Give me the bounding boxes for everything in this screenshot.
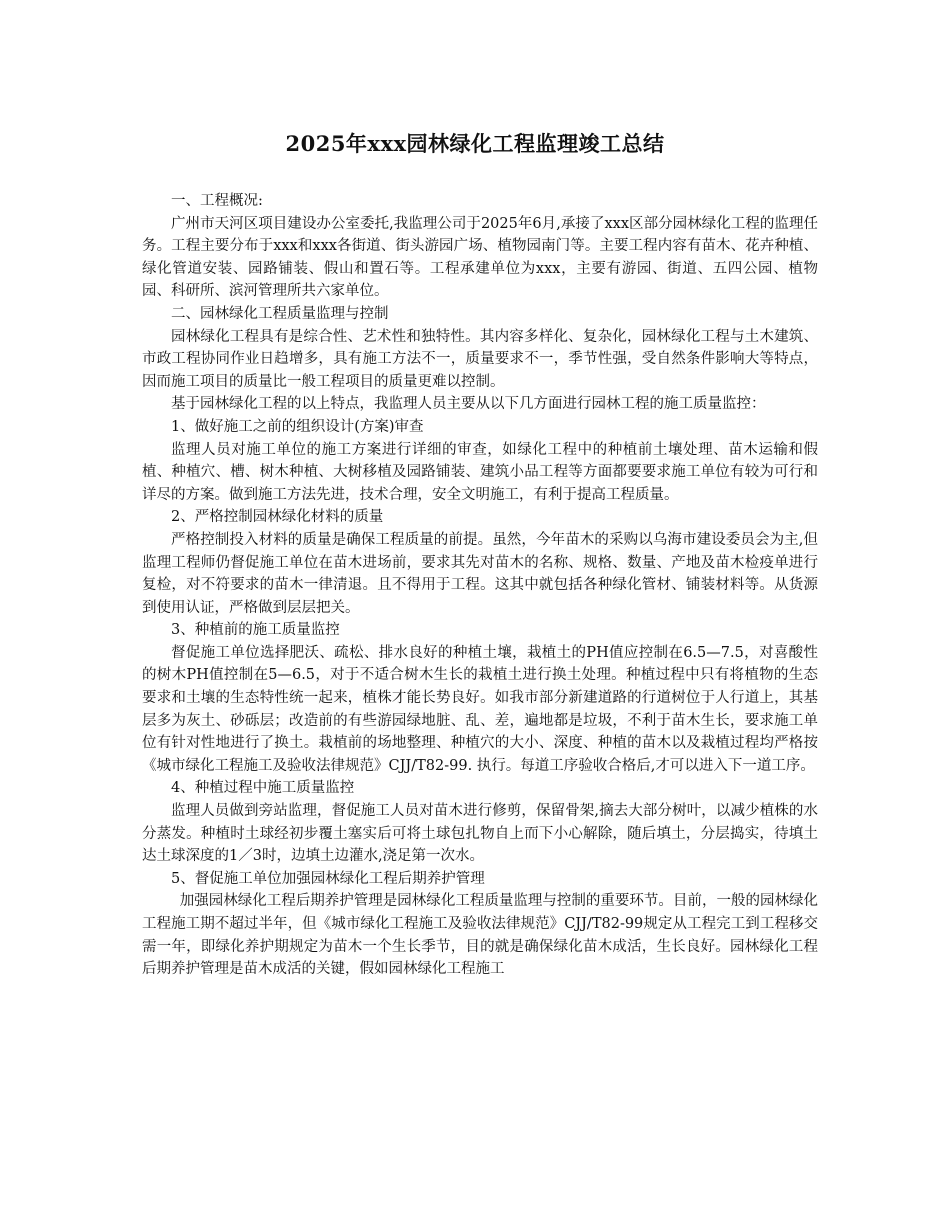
subheading-planting-process: 4、种植过程中施工质量监控 bbox=[171, 780, 355, 797]
subheading-maintenance: 5、督促施工单位加强园林绿化工程后期养护管理 bbox=[171, 870, 485, 887]
document-title: 2025年xxx园林绿化工程监理竣工总结 bbox=[285, 131, 665, 156]
document-body bbox=[142, 190, 818, 981]
subheading-pre-planting: 3、种植前的施工质量监控 bbox=[171, 622, 340, 639]
subheading-design-review: 1、做好施工之前的组织设计(方案)审查 bbox=[171, 418, 424, 435]
paragraph-pre-planting: 督促施工单位选择肥沃、疏松、排水良好的种植土壤，栽植土的PH值应控制在6.5—7.5，对喜酸性的树木PH值控制在5—6.5，对于不适合树木生长的栽植土进行换土处理。种植过程中只有将植物的生态要求和土壤的生态特性统一起来，植株才能长势良好。如我市部分新建道路的行道树位于人行道上，其基层多为灰土、砂砾层；改造前的有些游园绿地脏、乱、差，遍地都是垃圾，不利于苗木生长，要求施工单位有针对性地进行了换土。栽植前的场地整理、种植穴的大小、深度、种植的苗木以及栽植过程均严格按《城市绿化工程施工及验收法律规范》CJJ/T82-99. 执行。每道工序验收合格后,才可以进入下一道工序。 bbox=[142, 644, 818, 774]
subheading-material-quality: 2、严格控制园林绿化材料的质量 bbox=[171, 509, 384, 526]
section-heading-quality-control: 二、园林绿化工程质量监理与控制 bbox=[171, 305, 389, 322]
paragraph-maintenance: 加强园林绿化工程后期养护管理是园林绿化工程质量监理与控制的重要环节。目前，一般的园林绿化工程施工期不超过半年，但《城市绿化工程施工及验收法律规范》CJJ/T82-99规定从工程完工到工程移交需一年，即绿化养护期规定为苗木一个生长季节，目的就是确保绿化苗木成活，生长良好。园林绿化工程后期养护管理是苗木成活的关键，假如园林绿化工程施工 bbox=[142, 893, 818, 978]
paragraph-design-review: 监理人员对施工单位的施工方案进行详细的审查，如绿化工程中的种植前土壤处理、苗木运输和假植、种植穴、槽、树木种植、大树移植及园路铺装、建筑小品工程等方面都要要求施工单位有较为可行和详尽的方案。做到施工方法先进，技术合理，安全文明施工，有利于提高工程质量。 bbox=[142, 441, 818, 503]
paragraph-characteristics: 园林绿化工程具有是综合性、艺术性和独特性。其内容多样化、复杂化，园林绿化工程与土木建筑、市政工程协同作业日趋增多，具有施工方法不一，质量要求不一，季节性强，受自然条件影响大等特点，因而施工项目的质量比一般工程项目的质量更难以控制。 bbox=[142, 328, 818, 390]
paragraph-monitoring-intro: 基于园林绿化工程的以上特点，我监理人员主要从以下几方面进行园林工程的施工质量监控： bbox=[171, 396, 766, 413]
paragraph-planting-process: 监理人员做到旁站监理，督促施工人员对苗木进行修剪，保留骨架,摘去大部分树叶，以减少植株的水分蒸发。种植时土球经初步覆土塞实后可将土球包扎物自上而下小心解除，随后填土，分层捣实，待填土达土球深度的1／3时，边填土边灌水,浇足第一次水。 bbox=[142, 803, 818, 865]
section-heading-overview: 一、工程概况: bbox=[171, 193, 263, 209]
paragraph-overview: 广州市天河区项目建设办公室委托,我监理公司于2025年6月,承接了xxx区部分园林绿化工程的监理任务。工程主要分布于xxx和xxx各街道、街头游园广场、植物园南门等。主要工程内容有苗木、花卉种植、绿化管道安装、园路铺装、假山和置石等。工程承建单位为xxx，主要有游园、街道、五四公园、植物园、科研所、滨河管理所共六家单位。 bbox=[142, 215, 818, 300]
paragraph-material-quality: 严格控制投入材料的质量是确保工程质量的前提。虽然，今年苗木的采购以乌海市建设委员会为主,但监理工程师仍督促施工单位在苗木进场前，要求其先对苗木的名称、规格、数量、产地及苗木检疫单进行复检，对不符要求的苗木一律清退。且不得用于工程。这其中就包括各种绿化管材、铺装材料等。从货源到使用认证，严格做到层层把关。 bbox=[142, 531, 818, 616]
